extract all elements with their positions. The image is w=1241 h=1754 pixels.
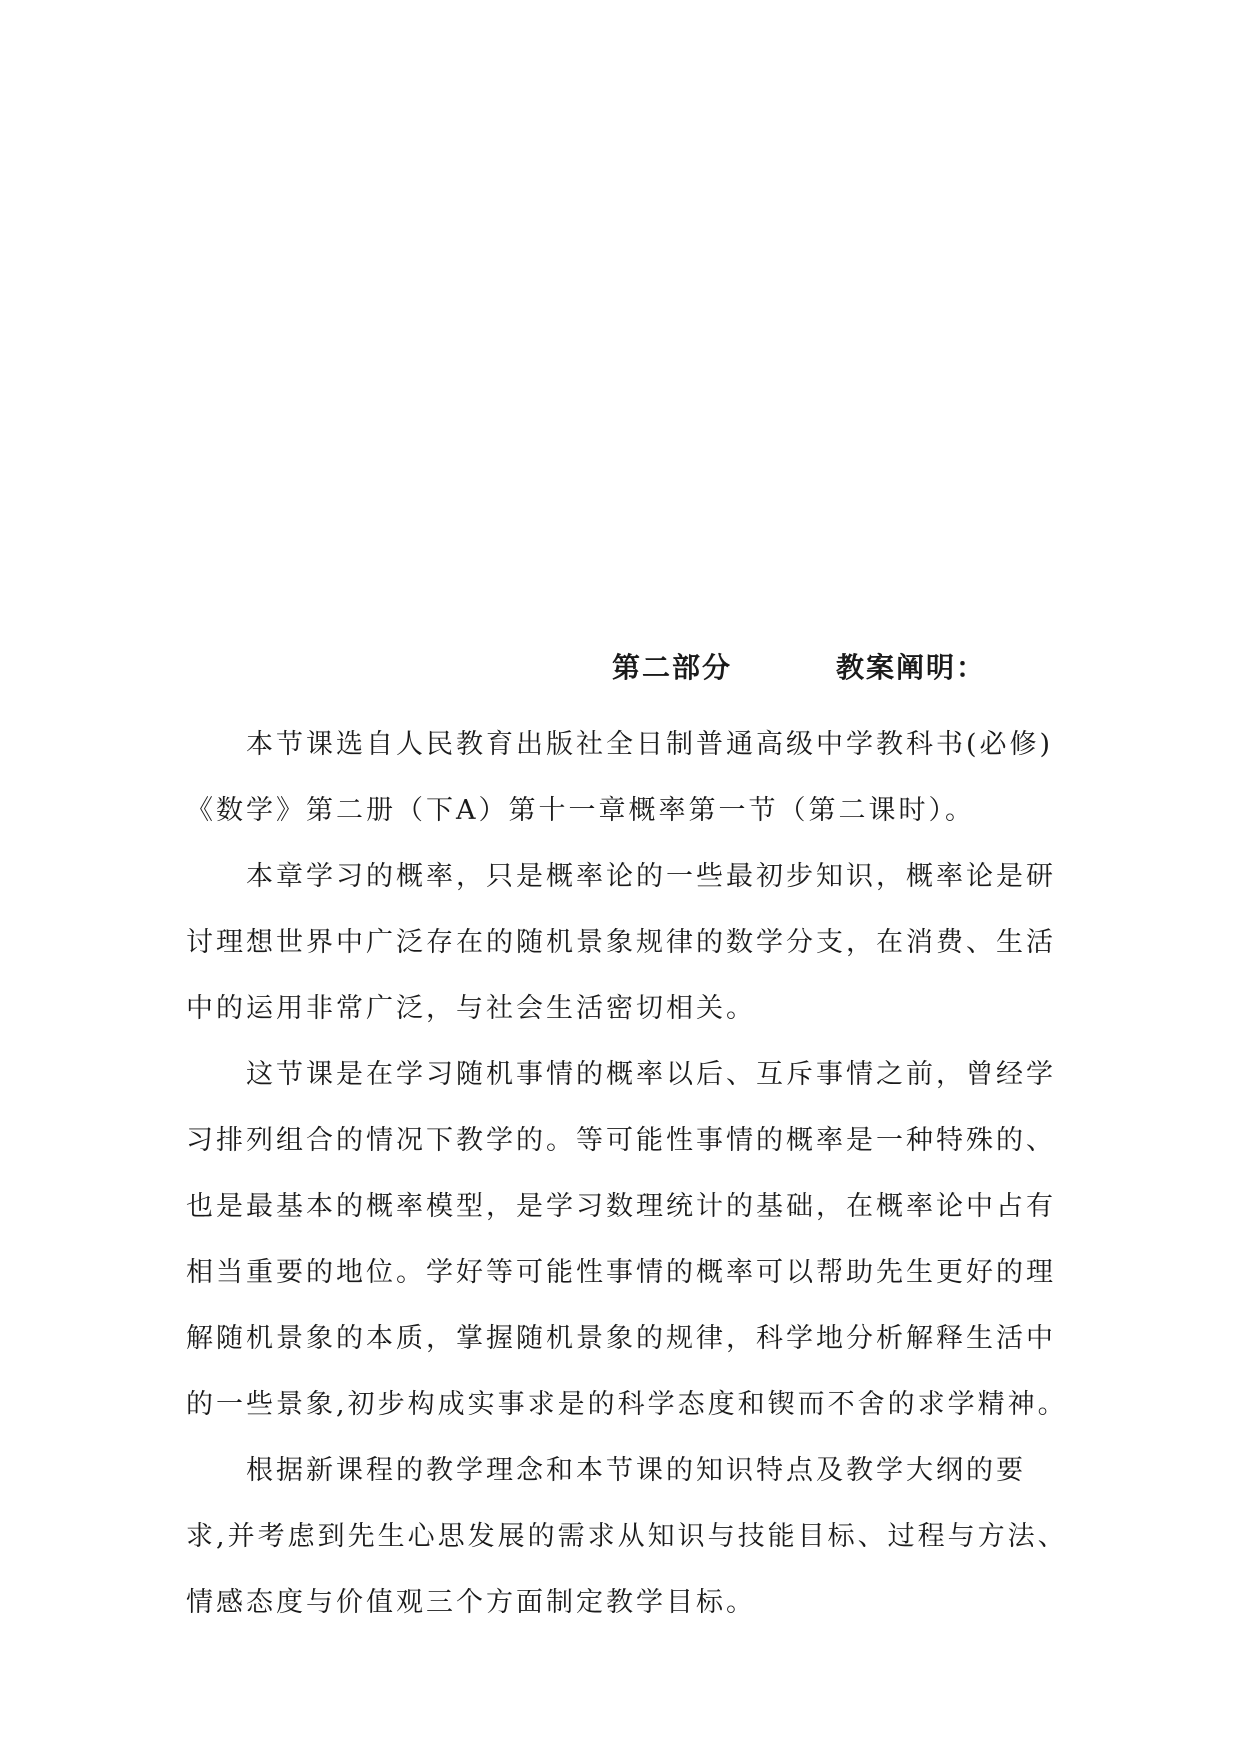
paragraph-line: 这节课是在学习随机事情的概率以后、互斥事情之前，曾经学 <box>246 1059 1056 1090</box>
paragraph-line: 求,并考虑到先生心思发展的需求从知识与技能目标、过程与方法、 <box>186 1521 1068 1552</box>
paragraph-line: 讨理想世界中广泛存在的随机景象规律的数学分支，在消费、生活 <box>186 927 1056 958</box>
paragraph-line: 情感态度与价值观三个方面制定教学目标。 <box>186 1587 756 1618</box>
paragraph-line: 中的运用非常广泛，与社会生活密切相关。 <box>186 993 756 1024</box>
paragraph-line: 根据新课程的教学理念和本节课的知识特点及教学大纲的要 <box>246 1455 1026 1486</box>
paragraph-line: 本节课选自人民教育出版社全日制普通高级中学教科书(必修) <box>246 729 1054 760</box>
paragraph-line: 也是最基本的概率模型，是学习数理统计的基础，在概率论中占有 <box>186 1191 1056 1222</box>
paragraph-line: 《数学》第二册（下A）第十一章概率第一节（第二课时）。 <box>186 795 975 826</box>
paragraph-line: 解随机景象的本质，掌握随机景象的规律，科学地分析解释生活中 <box>186 1323 1056 1354</box>
section-heading <box>612 648 986 688</box>
paragraph-line: 的一些景象,初步构成实事求是的科学态度和锲而不舍的求学精神。 <box>186 1389 1068 1420</box>
paragraph-line: 习排列组合的情况下教学的。等可能性事情的概率是一种特殊的、 <box>186 1125 1056 1156</box>
section-title: 教案阐明： <box>836 651 987 684</box>
section-part-label: 第二部分 <box>612 651 733 684</box>
document-body <box>186 712 1068 1636</box>
paragraph-line: 本章学习的概率，只是概率论的一些最初步知识，概率论是研 <box>246 861 1056 892</box>
paragraph-line: 相当重要的地位。学好等可能性事情的概率可以帮助先生更好的理 <box>186 1257 1056 1288</box>
